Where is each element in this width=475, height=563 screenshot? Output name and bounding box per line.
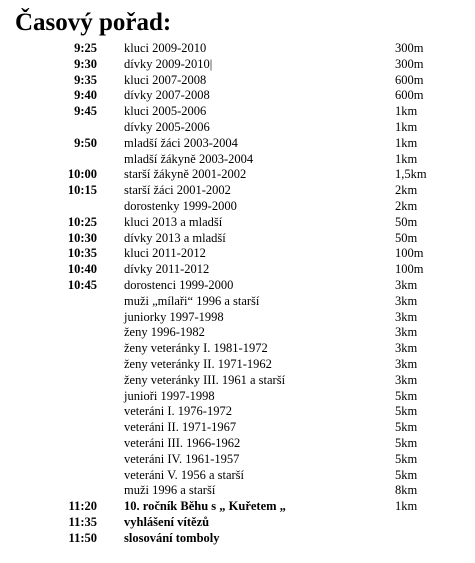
schedule-row	[0, 499, 475, 515]
schedule-distance: 3km	[395, 356, 418, 371]
schedule-event: dívky 2009-2010|	[124, 56, 213, 71]
schedule-time: 10:15	[67, 183, 97, 198]
schedule-event: kluci 2009-2010	[124, 41, 207, 55]
schedule-row	[0, 231, 475, 247]
schedule-time: 10:45	[67, 277, 97, 292]
schedule-distance: 8km	[395, 483, 418, 498]
schedule-event: 10. ročník Běhu s „ Kuřetem „	[124, 499, 286, 514]
schedule-event: starší žáci 2001-2002	[124, 183, 231, 198]
schedule-time: 10:40	[67, 262, 97, 277]
schedule-row	[0, 120, 475, 136]
schedule-row	[0, 262, 475, 278]
schedule-time: 9:35	[74, 72, 97, 87]
schedule-row	[0, 341, 475, 357]
schedule-distance: 5km	[395, 404, 418, 419]
schedule-event: ženy 1996-1982	[124, 325, 205, 340]
schedule-event: muži 1996 a starší	[124, 483, 216, 498]
schedule-row	[0, 452, 475, 468]
schedule-row	[0, 104, 475, 120]
schedule-event: vyhlášení vítězů	[124, 514, 210, 529]
schedule-row	[0, 357, 475, 373]
schedule-row	[0, 199, 475, 215]
schedule-distance: 5km	[395, 451, 418, 466]
schedule-row	[0, 436, 475, 452]
schedule-row	[0, 152, 475, 168]
schedule-distance: 300m	[395, 41, 424, 55]
schedule-distance: 1km	[395, 151, 418, 166]
schedule-row	[0, 468, 475, 484]
schedule-event: dorostenci 1999-2000	[124, 277, 234, 292]
page-title: Časový pořad:	[15, 9, 172, 36]
schedule-row	[0, 57, 475, 73]
schedule-distance: 50m	[395, 230, 418, 245]
schedule-distance: 1km	[395, 135, 418, 150]
schedule-distance: 3km	[395, 309, 418, 324]
schedule-row	[0, 310, 475, 326]
schedule-time: 10:00	[67, 167, 97, 182]
schedule-time: 9:25	[74, 41, 97, 55]
schedule-row	[0, 531, 475, 547]
schedule-row	[0, 73, 475, 89]
schedule-row	[0, 515, 475, 531]
schedule-distance: 2km	[395, 198, 418, 213]
schedule-time: 9:30	[74, 56, 97, 71]
schedule-time: 9:40	[74, 88, 97, 103]
schedule-distance: 50m	[395, 214, 418, 229]
schedule-event: veteráni III. 1966-1962	[124, 435, 241, 450]
schedule-event: dívky 2007-2008	[124, 88, 210, 103]
schedule-row	[0, 278, 475, 294]
schedule-distance: 1km	[395, 104, 418, 119]
schedule-distance: 600m	[395, 88, 424, 103]
schedule-event: dívky 2011-2012	[124, 262, 210, 277]
schedule-row	[0, 420, 475, 436]
schedule-distance: 3km	[395, 277, 418, 292]
schedule-distance: 5km	[395, 435, 418, 450]
schedule-table	[0, 41, 475, 547]
schedule-row	[0, 88, 475, 104]
schedule-distance: 5km	[395, 420, 418, 435]
schedule-distance: 600m	[395, 72, 424, 87]
schedule-event: veteráni I. 1976-1972	[124, 404, 232, 419]
schedule-event: kluci 2005-2006	[124, 104, 207, 119]
schedule-distance: 3km	[395, 341, 418, 356]
schedule-distance: 100m	[395, 262, 424, 277]
schedule-row	[0, 294, 475, 310]
schedule-event: veteráni V. 1956 a starší	[124, 467, 245, 482]
schedule-time: 9:50	[74, 135, 97, 150]
schedule-row	[0, 167, 475, 183]
schedule-time: 11:20	[68, 499, 97, 514]
schedule-distance: 3km	[395, 372, 418, 387]
schedule-row	[0, 373, 475, 389]
schedule-event: mladší žákyně 2003-2004	[124, 151, 254, 166]
schedule-time: 10:30	[67, 230, 97, 245]
schedule-distance: 1km	[395, 499, 418, 514]
schedule-event: dívky 2013 a mladší	[124, 230, 226, 245]
schedule-event: kluci 2013 a mladší	[124, 214, 223, 229]
schedule-event: juniorky 1997-1998	[124, 309, 224, 324]
schedule-row	[0, 389, 475, 405]
schedule-event: starší žákyně 2001-2002	[124, 167, 247, 182]
schedule-time: 9:45	[74, 104, 97, 119]
schedule-event: junioři 1997-1998	[124, 388, 215, 403]
schedule-event: ženy veteránky II. 1971-1962	[124, 356, 272, 371]
schedule-event: ženy veteránky I. 1981-1972	[124, 341, 268, 356]
schedule-event: dorostenky 1999-2000	[124, 198, 237, 213]
schedule-event: dívky 2005-2006	[124, 119, 210, 134]
schedule-row	[0, 246, 475, 262]
schedule-time: 10:25	[67, 214, 97, 229]
schedule-distance: 5km	[395, 388, 418, 403]
schedule-row	[0, 325, 475, 341]
schedule-event: mladší žáci 2003-2004	[124, 135, 238, 150]
schedule-row	[0, 136, 475, 152]
schedule-time: 10:35	[67, 246, 97, 261]
schedule-row	[0, 404, 475, 420]
schedule-event: muži „mílaři“ 1996 a starší	[124, 293, 260, 308]
schedule-distance: 5km	[395, 467, 418, 482]
schedule-time: 11:35	[68, 514, 97, 529]
schedule-event: veteráni II. 1971-1967	[124, 420, 237, 435]
schedule-distance: 300m	[395, 56, 424, 71]
schedule-distance: 100m	[395, 246, 424, 261]
schedule-distance: 1,5km	[395, 167, 427, 182]
schedule-event: kluci 2007-2008	[124, 72, 207, 87]
schedule-row	[0, 215, 475, 231]
schedule-distance: 2km	[395, 183, 418, 198]
schedule-event: slosování tomboly	[124, 530, 220, 545]
schedule-distance: 3km	[395, 293, 418, 308]
schedule-distance: 1km	[395, 119, 418, 134]
schedule-distance: 3km	[395, 325, 418, 340]
schedule-event: ženy veteránky III. 1961 a starší	[124, 372, 286, 387]
schedule-time: 11:50	[68, 530, 97, 545]
schedule-row	[0, 183, 475, 199]
schedule-row	[0, 483, 475, 499]
schedule-row	[0, 41, 475, 57]
schedule-event: veteráni IV. 1961-1957	[124, 451, 240, 466]
schedule-event: kluci 2011-2012	[124, 246, 206, 261]
